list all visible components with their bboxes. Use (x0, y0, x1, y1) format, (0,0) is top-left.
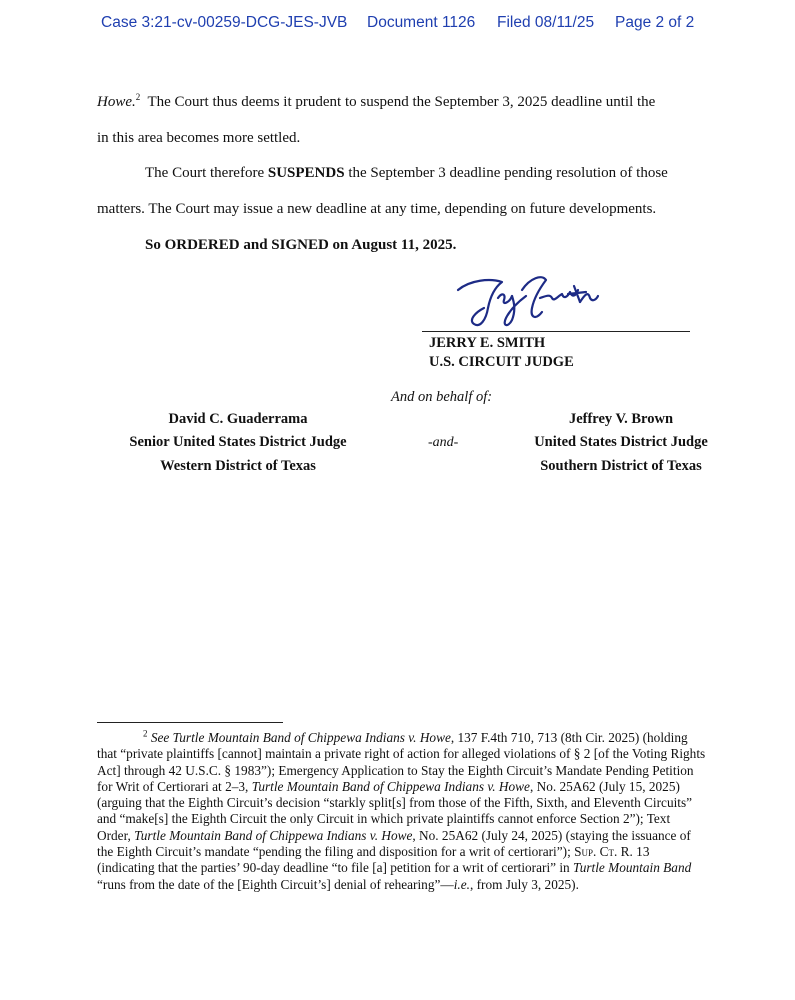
body-line-1-text: The Court thus deems it prudent to suspend the September 3, 2025 deadline until the (147, 94, 656, 110)
left-judge-title: Senior United States District Judge (129, 434, 347, 450)
body-line-3a: The Court therefore (145, 165, 268, 181)
order-line: So ORDERED and SIGNED on August 11, 2025. (145, 237, 457, 253)
fn-cite-3: Turtle Mountain Band of Chippewa Indians v. Howe (134, 827, 413, 843)
case-header (0, 14, 795, 36)
case-number: Case 3:21-cv-00259-DCG-JES-JVB (101, 14, 348, 31)
fn-text-4: R. 13 (indicating that the parties’ 90-day deadline “to file [a] petition for a writ of certiorari” in (97, 844, 650, 876)
right-judge-district: Southern District of Texas (540, 458, 702, 474)
document-number: Document 1126 (367, 14, 476, 31)
fn-text-5: “runs from the date of the [Eighth Circuit’s] denial of rehearing”— (97, 876, 454, 892)
footnote-number: 2 (143, 728, 148, 739)
on-behalf-of: And on behalf of: (391, 389, 493, 405)
page-indicator: Page 2 of 2 (615, 14, 695, 31)
footnote-ref[interactable]: 2 (135, 92, 141, 102)
and-separator: -and- (428, 435, 459, 450)
signature-line (422, 331, 690, 332)
fn-cite-4: Turtle Mountain Band (573, 860, 692, 876)
signer-title: U.S. CIRCUIT JUDGE (429, 354, 574, 370)
fn-cite-1: See Turtle Mountain Band of Chippewa Indians v. Howe (150, 730, 451, 745)
fn-cite-2: Turtle Mountain Band of Chippewa Indians v. Howe (251, 778, 530, 794)
body-line-1 (97, 93, 655, 111)
body-line-4: matters. The Court may issue a new deadline at any time, depending on future developments. (97, 201, 657, 217)
right-judge-title: United States District Judge (534, 434, 708, 450)
footnote-rule (97, 722, 283, 723)
right-judge-name: Jeffrey V. Brown (568, 411, 674, 427)
case-short-name: Howe. (97, 94, 136, 110)
filed-date: Filed 08/11/25 (497, 14, 595, 31)
signature-image (450, 268, 600, 333)
footnote-2 (97, 730, 707, 893)
fn-text-1: , 137 F.4th 710, 713 (8th Cir. 2025) (holding that “private plaintiffs [cannot] maintain a private right of action for alleged violations of § 2 [of the Voting Rights Act] through 42 U.S.C. § 1983”); Emergency Application to Stay the Eighth Circuit’s Mandate Pending Petition for Writ of Certiorari at 2–3, (97, 730, 706, 794)
fn-text-6: , from July 3, 2025). (469, 876, 579, 892)
body-line-3 (145, 164, 668, 182)
fn-text-2: , No. 25A62 (July 15, 2025) (arguing that the Eighth Circuit’s decision “starkly split[s] from those of the Fifth, Sixth, and Eleventh Circuits” and “make[s] the Eighth Circuit the only Circuit in which private plaintiffs cannot enforce Section 2”); Text Order, (97, 778, 693, 843)
fn-text-3: , No. 25A62 (July 24, 2025) (staying the issuance of the Eighth Circuit’s mandate “pending the filing and disposition for a writ of certiorari”); (97, 827, 691, 860)
left-judge-name: David C. Guaderrama (168, 411, 308, 427)
suspends-word: SUSPENDS (267, 165, 345, 181)
body-line-2: in this area becomes more settled. (97, 130, 301, 146)
left-judge-district: Western District of Texas (160, 458, 316, 474)
signer-name: JERRY E. SMITH (429, 335, 546, 351)
fn-ie: i.e. (453, 876, 470, 892)
body-line-3b: the September 3 deadline pending resolution of those (344, 165, 668, 181)
fn-sup-ct: Sup. Ct. (574, 844, 618, 860)
